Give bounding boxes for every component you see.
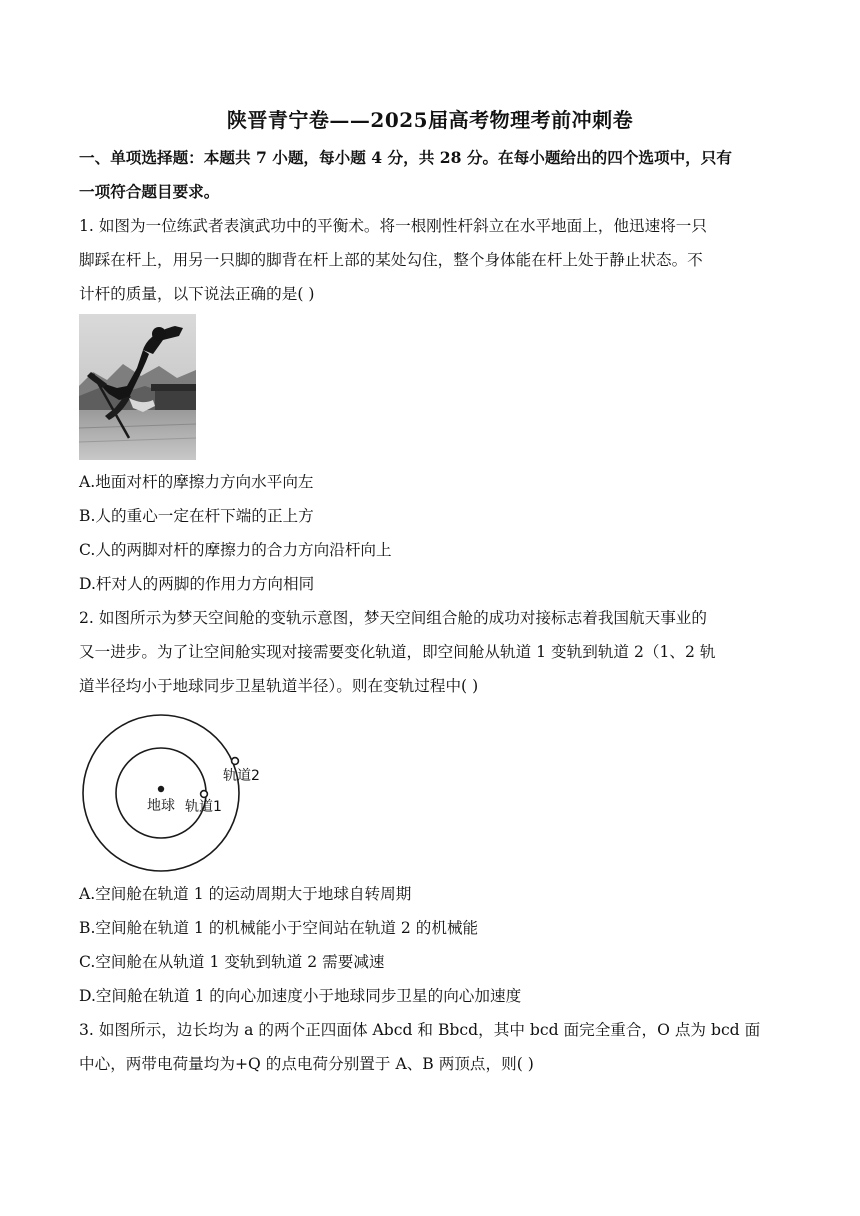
q1-option-d: D.杆对人的两脚的作用力方向相同 [79,575,315,593]
q1-stem-line-1: 1. 如图为一位练武者表演武功中的平衡术。将一根刚性杆斜立在水平地面上，他迅速将一只 [79,217,707,235]
section-heading-line-1: 一、单项选择题：本题共 7 小题，每小题 4 分，共 28 分。在每小题给出的四个选项中，只有 [79,148,732,167]
section-heading-line-2: 一项符合题目要求。 [79,182,220,201]
orbit-1-label: 轨道1 [185,799,222,815]
q2-stem-line-3: 道半径均小于地球同步卫星轨道半径）。则在变轨过程中( ) [79,677,479,695]
q2-option-d: D.空间舱在轨道 1 的向心加速度小于地球同步卫星的向心加速度 [79,987,522,1005]
orbit-1-circle [116,748,206,838]
q1-option-a: A.地面对杆的摩擦力方向水平向左 [79,473,314,491]
q1-option-c: C.人的两脚对杆的摩擦力的合力方向沿杆向上 [79,541,392,559]
q1-martial-artist-photo [79,314,196,460]
q2-option-a: A.空间舱在轨道 1 的运动周期大于地球自转周期 [79,885,412,903]
orbit-2-label: 轨道2 [223,768,260,784]
q2-stem-line-1: 2. 如图所示为梦天空间舱的变轨示意图，梦天空间组合舱的成功对接标志着我国航天事业的 [79,609,707,627]
q1-option-b: B.人的重心一定在杆下端的正上方 [79,507,314,525]
q2-stem-line-2: 又一进步。为了让空间舱实现对接需要变化轨道，即空间舱从轨道 1 变轨到轨道 2（1、2 轨 [79,643,716,661]
orbit-1-craft-dot [201,791,208,798]
orbit-2-craft-dot [232,758,239,765]
earth-label: 地球 [147,798,175,814]
page-title: 陕晋青宁卷——2025届高考物理考前冲刺卷 [226,108,634,132]
q2-option-b: B.空间舱在轨道 1 的机械能小于空间站在轨道 2 的机械能 [79,919,479,937]
q1-stem-line-2: 脚踩在杆上，用另一只脚的脚背在杆上部的某处勾住，整个身体能在杆上处于静止状态。不 [79,251,703,269]
q2-option-c: C.空间舱在从轨道 1 变轨到轨道 2 需要减速 [79,953,385,971]
q3-stem-line-1: 3. 如图所示，边长均为 a 的两个正四面体 Abcd 和 Bbcd，其中 bcd 面完全重合，O 点为 bcd 面 [79,1021,761,1039]
earth-dot [158,786,164,792]
q1-stem-line-3: 计杆的质量，以下说法正确的是( ) [79,285,315,303]
q3-stem-line-2: 中心，两带电荷量均为+Q 的点电荷分别置于 A、B 两顶点，则( ) [79,1055,534,1073]
q2-orbit-diagram [79,712,260,874]
orbit-2-circle [83,715,239,871]
